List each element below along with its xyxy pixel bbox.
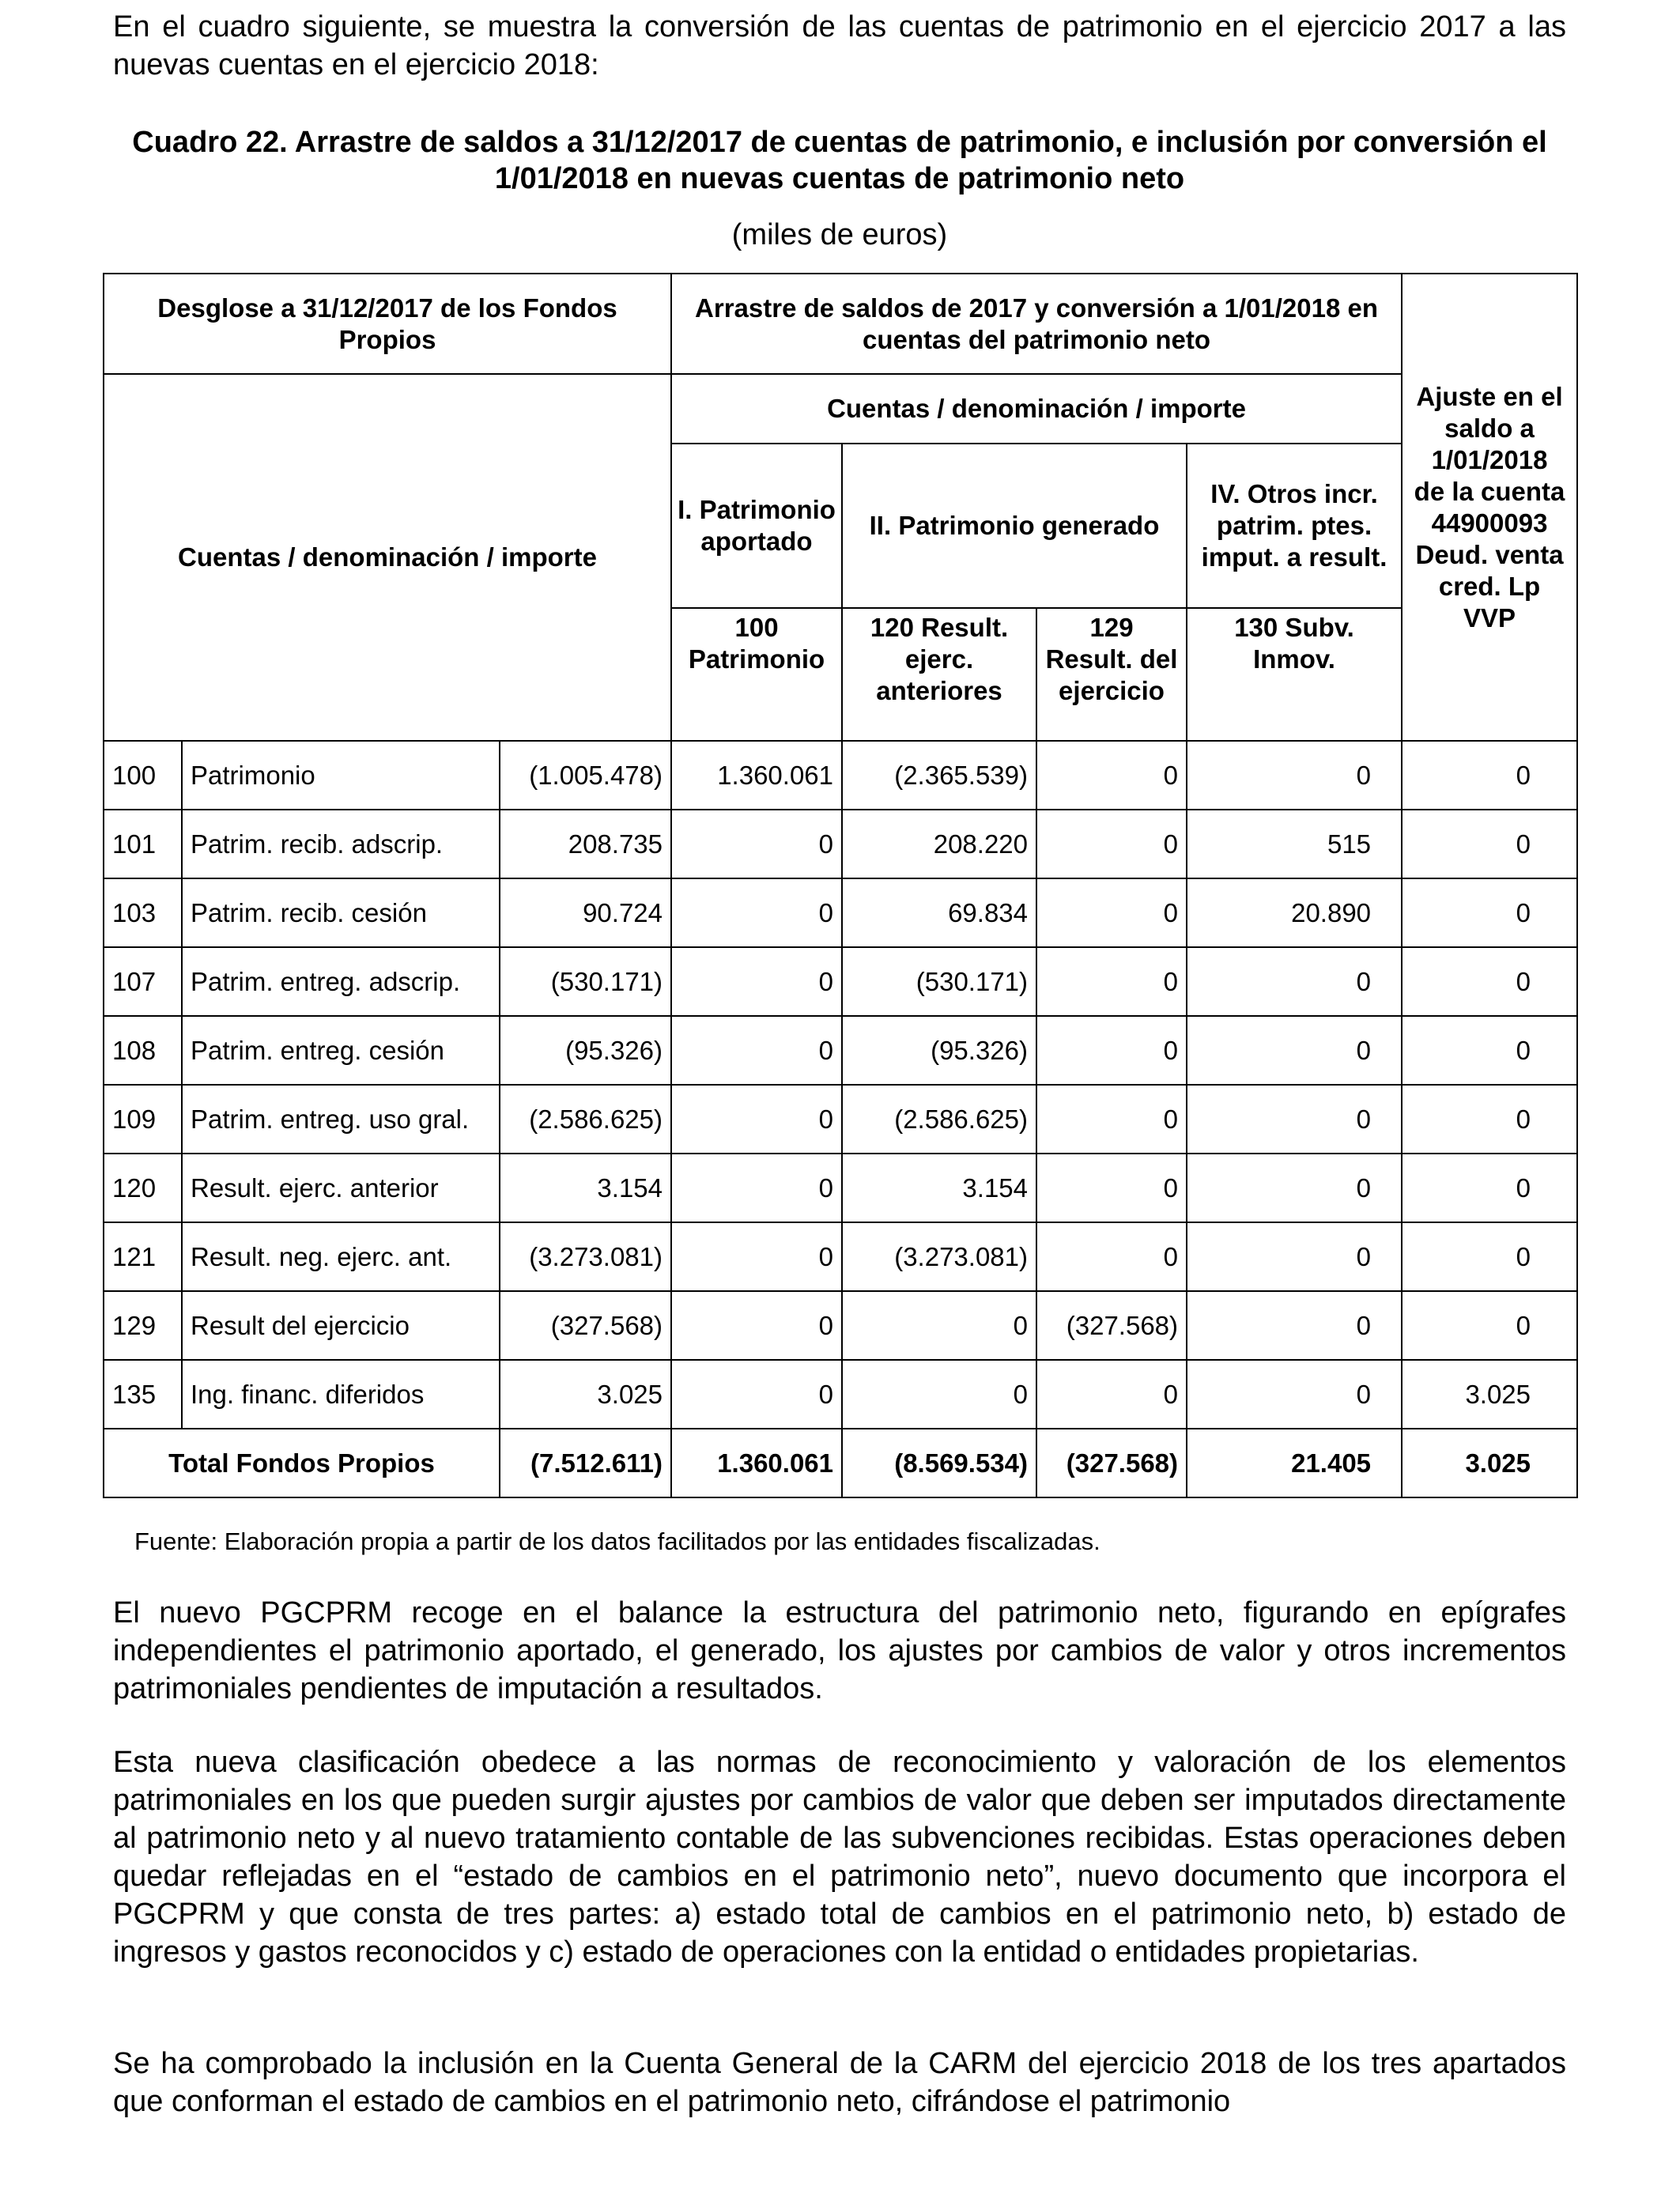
row-c129: 0 bbox=[1036, 947, 1187, 1016]
total-c129: (327.568) bbox=[1036, 1429, 1187, 1497]
row-importe: (327.568) bbox=[500, 1291, 671, 1360]
conversion-table bbox=[103, 273, 1578, 1498]
row-ajuste: 0 bbox=[1402, 741, 1577, 810]
row-c129: 0 bbox=[1036, 1154, 1187, 1222]
total-c120: (8.569.534) bbox=[842, 1429, 1036, 1497]
table-row bbox=[104, 1360, 1577, 1429]
row-importe: (1.005.478) bbox=[500, 741, 671, 810]
row-c100: 0 bbox=[671, 810, 842, 878]
row-c100: 0 bbox=[671, 1360, 842, 1429]
row-ajuste: 0 bbox=[1402, 947, 1577, 1016]
total-c100: 1.360.061 bbox=[671, 1429, 842, 1497]
row-code: 109 bbox=[104, 1085, 182, 1154]
row-importe: (95.326) bbox=[500, 1016, 671, 1085]
header-col-130: 130 Subv. Inmov. bbox=[1187, 608, 1402, 741]
row-c130: 20.890 bbox=[1187, 878, 1402, 947]
table-row bbox=[104, 1085, 1577, 1154]
row-c129: 0 bbox=[1036, 1016, 1187, 1085]
header-col-100: 100 Patrimonio bbox=[671, 608, 842, 741]
row-c130: 0 bbox=[1187, 1085, 1402, 1154]
row-c120: (530.171) bbox=[842, 947, 1036, 1016]
header-right-cuentas: Cuentas / denominación / importe bbox=[671, 374, 1402, 444]
table-row bbox=[104, 1154, 1577, 1222]
header-patrimonio-generado: II. Patrimonio generado bbox=[842, 444, 1187, 608]
row-name: Patrim. recib. adscrip. bbox=[182, 810, 500, 878]
row-ajuste: 3.025 bbox=[1402, 1360, 1577, 1429]
intro-paragraph: En el cuadro siguiente, se muestra la conversión de las cuentas de patrimonio en el ejercicio 2017 a las nuevas cuentas en el ejercicio 2018: bbox=[113, 10, 1566, 81]
row-name: Ing. financ. diferidos bbox=[182, 1360, 500, 1429]
row-c120: (2.365.539) bbox=[842, 741, 1036, 810]
table-source-note: Fuente: Elaboración propia a partir de los datos facilitados por las entidades fiscalizadas. bbox=[134, 1527, 1100, 1555]
header-otros-incrementos: IV. Otros incr. patrim. ptes. imput. a result. bbox=[1187, 444, 1402, 608]
total-c130: 21.405 bbox=[1187, 1429, 1402, 1497]
row-importe: 90.724 bbox=[500, 878, 671, 947]
row-importe: 3.025 bbox=[500, 1360, 671, 1429]
header-col-120: 120 Result. ejerc. anteriores bbox=[842, 608, 1036, 741]
row-c130: 0 bbox=[1187, 741, 1402, 810]
row-c129: 0 bbox=[1036, 741, 1187, 810]
row-code: 107 bbox=[104, 947, 182, 1016]
row-importe: 208.735 bbox=[500, 810, 671, 878]
row-c120: 208.220 bbox=[842, 810, 1036, 878]
table-row bbox=[104, 1291, 1577, 1360]
row-c130: 0 bbox=[1187, 1222, 1402, 1291]
row-name: Patrim. entreg. cesión bbox=[182, 1016, 500, 1085]
row-c130: 0 bbox=[1187, 947, 1402, 1016]
row-c100: 0 bbox=[671, 878, 842, 947]
row-c130: 515 bbox=[1187, 810, 1402, 878]
row-c130: 0 bbox=[1187, 1291, 1402, 1360]
row-ajuste: 0 bbox=[1402, 810, 1577, 878]
row-c129: 0 bbox=[1036, 810, 1187, 878]
row-ajuste: 0 bbox=[1402, 878, 1577, 947]
row-c120: (2.586.625) bbox=[842, 1085, 1036, 1154]
row-c130: 0 bbox=[1187, 1360, 1402, 1429]
row-name: Patrim. recib. cesión bbox=[182, 878, 500, 947]
row-c129: 0 bbox=[1036, 1360, 1187, 1429]
row-c100: 0 bbox=[671, 1085, 842, 1154]
row-ajuste: 0 bbox=[1402, 1016, 1577, 1085]
row-name: Result del ejercicio bbox=[182, 1291, 500, 1360]
header-arrastre: Arrastre de saldos de 2017 y conversión a 1/01/2018 en cuentas del patrimonio neto bbox=[671, 274, 1402, 374]
table-units: (miles de euros) bbox=[731, 218, 948, 251]
table-row bbox=[104, 1222, 1577, 1291]
row-ajuste: 0 bbox=[1402, 1085, 1577, 1154]
row-importe: 3.154 bbox=[500, 1154, 671, 1222]
table-row bbox=[104, 878, 1577, 947]
row-ajuste: 0 bbox=[1402, 1291, 1577, 1360]
total-label: Total Fondos Propios bbox=[104, 1429, 500, 1497]
header-ajuste: Ajuste en el saldo a 1/01/2018 de la cuenta 44900093 Deud. venta cred. Lp VVP bbox=[1402, 274, 1577, 741]
table-row bbox=[104, 947, 1577, 1016]
paragraph-2: Esta nueva clasificación obedece a las normas de reconocimiento y valoración de los elementos patrimoniales en los que pueden surgir ajustes por cambios de valor que deben ser imputados directamente al patrimonio neto y al nuevo tratamiento contable de las subvenciones recibidas. Estas operaciones deben quedar reflejadas en el “estado de cambios en el patrimonio neto”, nuevo documento que incorpora el PGCPRM y que consta de tres partes: a) estado total de cambios en el patrimonio neto, b) estado de ingresos y gastos reconocidos y c) estado de operaciones con la entidad o entidades propietarias. bbox=[113, 1746, 1566, 1969]
row-c100: 0 bbox=[671, 1154, 842, 1222]
row-importe: (530.171) bbox=[500, 947, 671, 1016]
row-code: 121 bbox=[104, 1222, 182, 1291]
total-row bbox=[104, 1429, 1577, 1497]
header-left-cuentas: Cuentas / denominación / importe bbox=[104, 374, 671, 741]
row-name: Patrim. entreg. uso gral. bbox=[182, 1085, 500, 1154]
row-c100: 1.360.061 bbox=[671, 741, 842, 810]
row-name: Patrimonio bbox=[182, 741, 500, 810]
row-code: 103 bbox=[104, 878, 182, 947]
total-importe: (7.512.611) bbox=[500, 1429, 671, 1497]
row-ajuste: 0 bbox=[1402, 1154, 1577, 1222]
table-row bbox=[104, 1016, 1577, 1085]
row-c120: (3.273.081) bbox=[842, 1222, 1036, 1291]
row-c129: 0 bbox=[1036, 1085, 1187, 1154]
row-c130: 0 bbox=[1187, 1154, 1402, 1222]
paragraph-1: El nuevo PGCPRM recoge en el balance la estructura del patrimonio neto, figurando en epígrafes independientes el patrimonio aportado, el generado, los ajustes por cambios de valor y otros incrementos patrimoniales pendientes de imputación a resultados. bbox=[113, 1596, 1566, 1705]
row-c129: 0 bbox=[1036, 878, 1187, 947]
table-row bbox=[104, 810, 1577, 878]
row-c120: (95.326) bbox=[842, 1016, 1036, 1085]
row-c129: (327.568) bbox=[1036, 1291, 1187, 1360]
paragraph-3: Se ha comprobado la inclusión en la Cuenta General de la CARM del ejercicio 2018 de los tres apartados que conforman el estado de cambios en el patrimonio neto, cifrándose el patrimonio bbox=[113, 2047, 1566, 2118]
row-c100: 0 bbox=[671, 947, 842, 1016]
row-c120: 0 bbox=[842, 1291, 1036, 1360]
total-ajuste: 3.025 bbox=[1402, 1429, 1577, 1497]
row-c120: 3.154 bbox=[842, 1154, 1036, 1222]
row-code: 100 bbox=[104, 741, 182, 810]
row-name: Result. neg. ejerc. ant. bbox=[182, 1222, 500, 1291]
row-c100: 0 bbox=[671, 1291, 842, 1360]
row-c129: 0 bbox=[1036, 1222, 1187, 1291]
header-patrimonio-aportado: I. Patrimonio aportado bbox=[671, 444, 842, 608]
row-code: 101 bbox=[104, 810, 182, 878]
row-importe: (3.273.081) bbox=[500, 1222, 671, 1291]
row-ajuste: 0 bbox=[1402, 1222, 1577, 1291]
row-c130: 0 bbox=[1187, 1016, 1402, 1085]
row-name: Patrim. entreg. adscrip. bbox=[182, 947, 500, 1016]
row-c120: 0 bbox=[842, 1360, 1036, 1429]
table-row bbox=[104, 741, 1577, 810]
row-code: 120 bbox=[104, 1154, 182, 1222]
row-name: Result. ejerc. anterior bbox=[182, 1154, 500, 1222]
row-importe: (2.586.625) bbox=[500, 1085, 671, 1154]
row-code: 129 bbox=[104, 1291, 182, 1360]
row-c100: 0 bbox=[671, 1222, 842, 1291]
table-title: Cuadro 22. Arrastre de saldos a 31/12/2017 de cuentas de patrimonio, e inclusión por conversión el 1/01/2018 en nuevas cuentas de patrimonio neto bbox=[132, 126, 1547, 195]
row-code: 135 bbox=[104, 1360, 182, 1429]
row-code: 108 bbox=[104, 1016, 182, 1085]
header-col-129: 129 Result. del ejercicio bbox=[1036, 608, 1187, 741]
header-desglose: Desglose a 31/12/2017 de los Fondos Propios bbox=[104, 274, 671, 374]
row-c100: 0 bbox=[671, 1016, 842, 1085]
row-c120: 69.834 bbox=[842, 878, 1036, 947]
